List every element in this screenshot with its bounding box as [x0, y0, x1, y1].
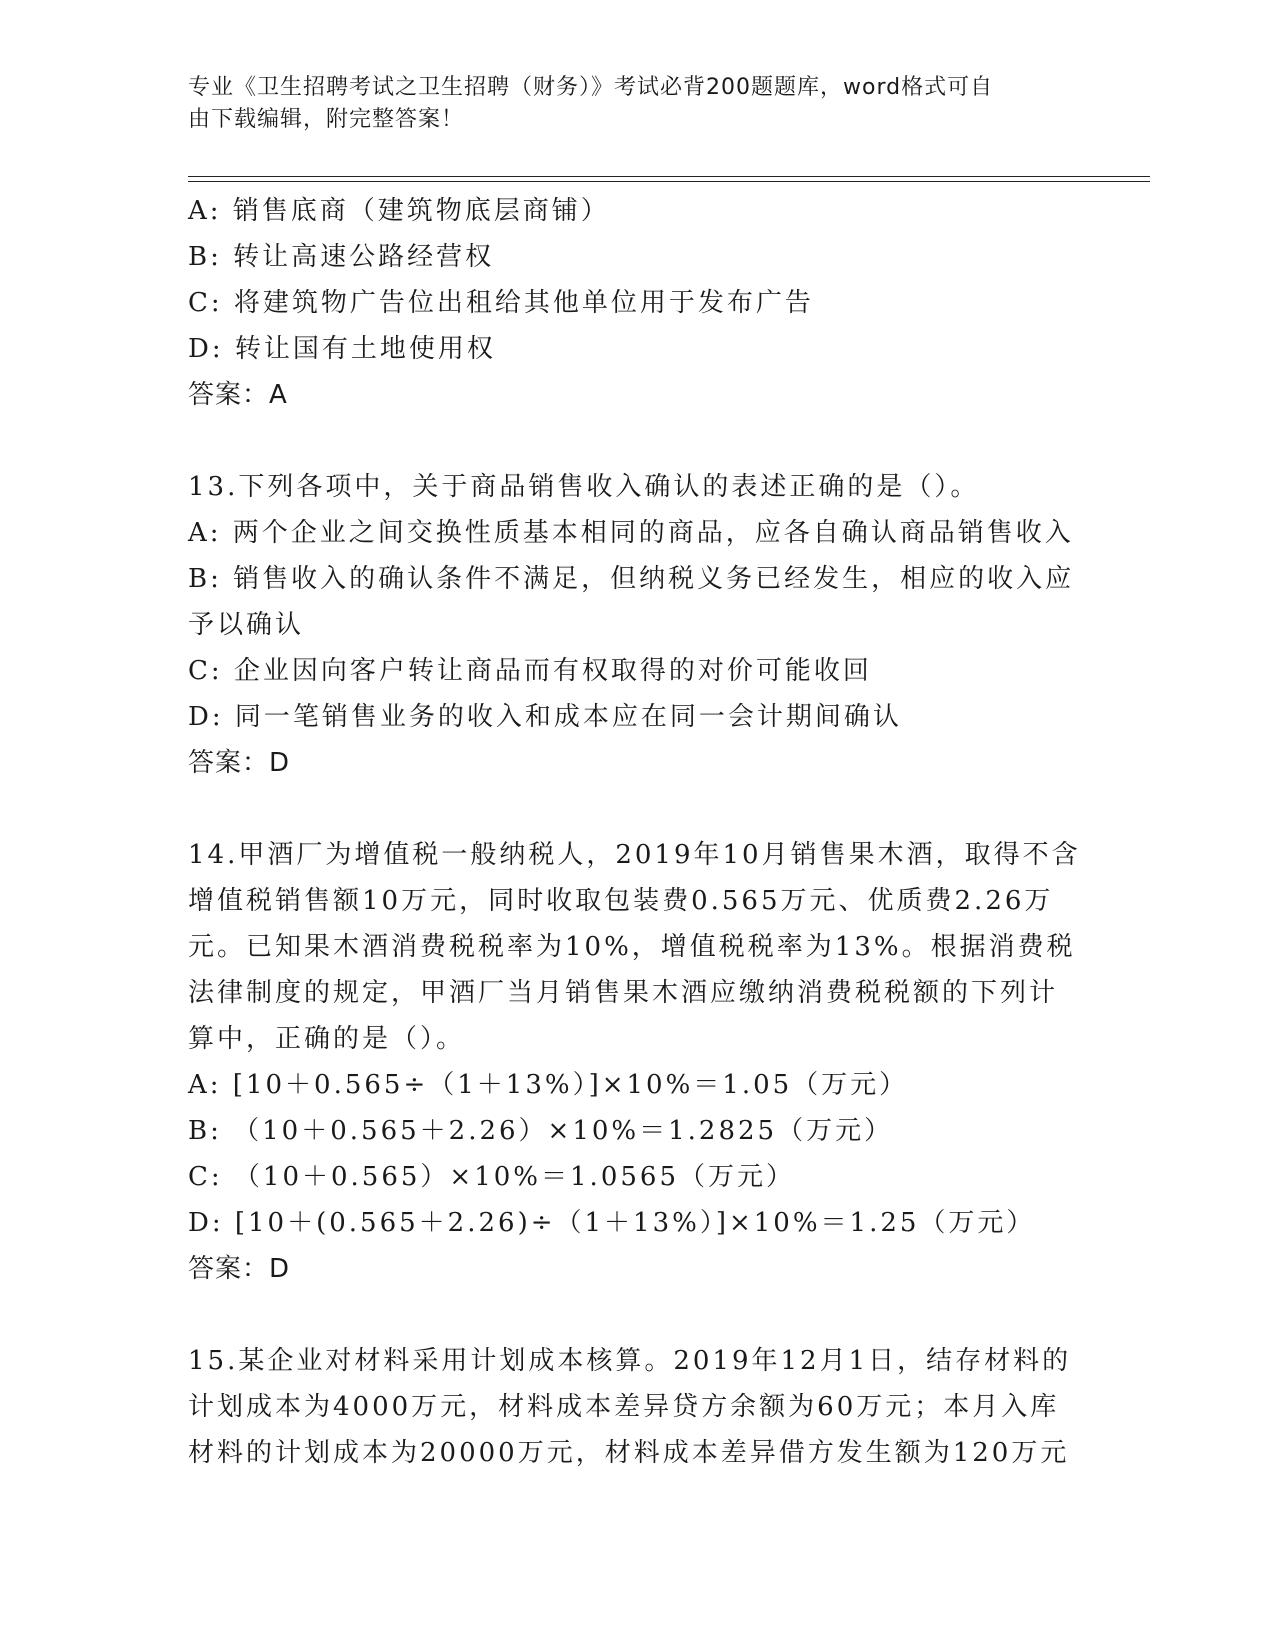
block-spacer	[188, 418, 1068, 464]
question-stem-line: 元。已知果木酒消费税税率为10%，增值税税率为13%。根据消费税	[188, 932, 1076, 962]
question-12-tail	[188, 188, 1068, 418]
answer-line: 答案：D	[188, 1254, 291, 1284]
answer-line: 答案：D	[188, 748, 291, 778]
question-15	[188, 1338, 1072, 1476]
option-line: D: 转让国有土地使用权	[188, 334, 496, 364]
option-line: B: （10＋0.565＋2.26）×10%＝1.2825（万元）	[188, 1116, 894, 1146]
question-stem-line: 计划成本为4000万元，材料成本差异贷方余额为60万元；本月入库	[188, 1392, 1060, 1422]
question-stem-line: 材料的计划成本为20000万元，材料成本差异借方发生额为120万元	[188, 1438, 1070, 1468]
header-line-1: 专业《卫生招聘考试之卫生招聘（财务）》考试必背200题题库，word格式可自	[188, 75, 994, 100]
document-header	[188, 72, 1068, 136]
question-stem-line: 13.下列各项中，关于商品销售收入确认的表述正确的是（）。	[188, 472, 980, 502]
option-line: D: 同一笔销售业务的收入和成本应在同一会计期间确认	[188, 702, 902, 732]
option-line: A: 销售底商（建筑物底层商铺）	[188, 196, 610, 226]
question-content	[188, 188, 1081, 1476]
option-line: A: 两个企业之间交换性质基本相同的商品，应各自确认商品销售收入	[188, 518, 1074, 548]
question-stem-line: 14.甲酒厂为增值税一般纳税人，2019年10月销售果木酒，取得不含	[188, 840, 1081, 870]
option-line: C: 将建筑物广告位出租给其他单位用于发布广告	[188, 288, 814, 318]
block-spacer	[188, 1292, 1068, 1338]
header-divider-top	[188, 176, 1150, 177]
option-line: A: [10＋0.565÷（1＋13%）]×10%＝1.05（万元）	[188, 1070, 909, 1100]
answer-line: 答案：A	[188, 380, 288, 410]
option-line: B: 销售收入的确认条件不满足，但纳税义务已经发生，相应的收入应	[188, 564, 1075, 594]
header-line-2: 由下载编辑，附完整答案！	[188, 107, 465, 132]
option-line: 予以确认	[188, 610, 305, 640]
question-stem-line: 15.某企业对材料采用计划成本核算。2019年12月1日，结存材料的	[188, 1346, 1072, 1376]
option-line: C: （10＋0.565）×10%＝1.0565（万元）	[188, 1162, 795, 1192]
question-14	[188, 832, 1081, 1292]
option-line: C: 企业因向客户转让商品而有权取得的对价可能收回	[188, 656, 872, 686]
option-line: B: 转让高速公路经营权	[188, 242, 495, 272]
option-line: D: [10＋(0.565＋2.26)÷（1＋13%）]×10%＝1.25（万元）	[188, 1208, 1036, 1238]
question-stem-line: 法律制度的规定，甲酒厂当月销售果木酒应缴纳消费税税额的下列计	[188, 978, 1059, 1008]
question-13	[188, 464, 1075, 786]
question-stem-line: 算中，正确的是（）。	[188, 1024, 466, 1054]
question-stem-line: 增值税销售额10万元，同时收取包装费0.565万元、优质费2.26万	[188, 886, 1054, 916]
header-divider-bottom	[188, 181, 1150, 182]
block-spacer	[188, 786, 1068, 832]
